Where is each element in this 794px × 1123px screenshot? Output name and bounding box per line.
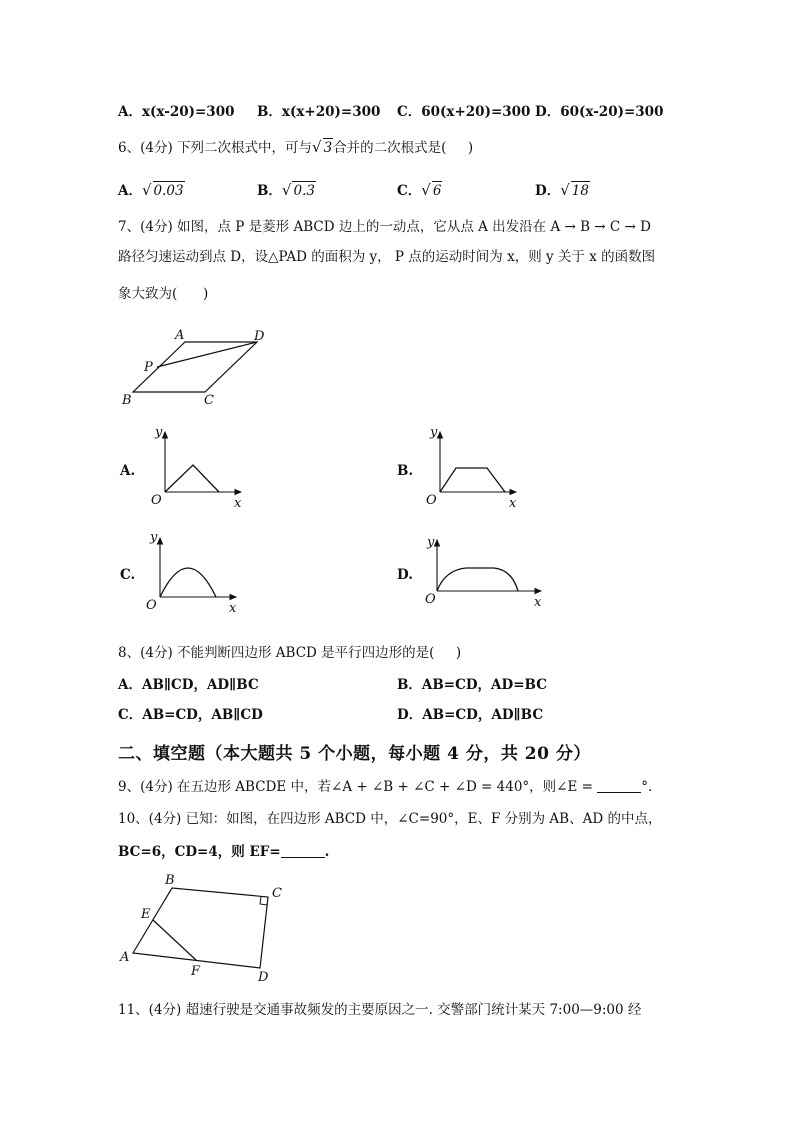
q7-stem-line1: 7、(4分) 如图，点 P 是菱形 ABCD 边上的一动点，它从点 A 出发沿在 A → B → C → D — [118, 219, 651, 235]
q5-option-c: C．60(x+20)=300 — [397, 104, 531, 120]
radical-sign-icon: √ — [421, 181, 431, 199]
quadrilateral-shape — [133, 888, 268, 968]
q8-option-b: B．AB=CD，AD=BC — [397, 677, 547, 693]
q7-option-b-label: B. — [397, 463, 414, 479]
label-c: C — [204, 393, 214, 408]
q6-option-label: B． — [257, 183, 282, 199]
q10-line2-suffix: . — [324, 844, 330, 860]
q11-stem-line1: 11、(4分) 超速行驶是交通事故频发的主要原因之一. 交警部门统计某天 7:00—9:00 经 — [118, 1002, 642, 1018]
x-axis-label: x — [229, 601, 237, 616]
right-angle-mark-icon — [260, 897, 267, 905]
q9-prefix: 9、(4分) 在五边形 ABCDE 中，若∠A + ∠B + ∠C + ∠D = 440°，则∠E = — [118, 779, 593, 795]
q8-option-d: D．AB=CD，AD∥BC — [397, 707, 544, 723]
q10-line2-prefix: BC=6，CD=4，则 EF= — [118, 844, 281, 860]
q8-stem: 8、(4分) 不能判断四边形 ABCD 是平行四边形的是( ) — [118, 645, 462, 661]
label-e: E — [141, 907, 151, 922]
radical-sign-icon: √ — [141, 181, 152, 199]
q9-suffix: °. — [641, 779, 653, 795]
x-axis-label: x — [534, 595, 542, 610]
q7-stem-line2: 路径匀速运动到点 D，设△PAD 的面积为 y， P 点的运动时间为 x，则 y 关于 x 的函数图 — [118, 249, 656, 265]
q6-option-label: A． — [118, 183, 142, 199]
q6-option-label: D． — [535, 183, 561, 199]
q6-option-radicand: 6 — [432, 183, 442, 199]
y-axis-label: y — [150, 530, 158, 545]
q8-option-c: C．AB=CD，AB∥CD — [118, 707, 263, 723]
q6-stem-radicand: 3 — [323, 140, 333, 156]
section-2-title: 二、填空题（本大题共 5 个小题，每小题 4 分，共 20 分） — [118, 744, 591, 764]
label-p: P — [144, 360, 153, 375]
segment-ef — [153, 920, 196, 960]
q7-option-a-label: A. — [120, 463, 136, 479]
x-axis-label: x — [234, 496, 242, 511]
q6-option-label: C． — [397, 183, 422, 199]
q5-option-b: B．x(x+20)=300 — [257, 104, 381, 120]
label-f: F — [191, 964, 201, 979]
label-c: C — [272, 886, 282, 901]
origin-label: O — [425, 592, 436, 607]
q5-option-d: D．60(x-20)=300 — [535, 104, 664, 120]
origin-label: O — [426, 493, 437, 508]
q7-option-d-label: D. — [397, 567, 413, 583]
radical-sign-icon: √ — [281, 181, 292, 199]
q8-option-a: A．AB∥CD，AD∥BC — [118, 677, 259, 693]
y-axis-label: y — [430, 425, 438, 440]
q10-stem-line1: 10、(4分) 已知：如图，在四边形 ABCD 中，∠C=90°，E、F 分别为 AB、AD 的中点， — [118, 811, 662, 827]
y-axis-label: y — [155, 425, 163, 440]
origin-label: O — [146, 598, 157, 613]
x-axis-label: x — [509, 496, 517, 511]
q6-stem-suffix: 合并的二次根式是( ) — [333, 140, 474, 156]
q7-stem-line3: 象大致为( ) — [118, 286, 209, 302]
y-axis-label: y — [427, 535, 435, 550]
q6-option-radicand: 0.03 — [153, 183, 184, 199]
q6-option-radicand: 18 — [571, 183, 589, 199]
label-d: D — [254, 329, 265, 344]
origin-label: O — [151, 493, 162, 508]
label-b: B — [165, 873, 175, 888]
label-b: B — [122, 393, 132, 408]
radical-sign-icon: √ — [312, 138, 322, 156]
q6-option-radicand: 0.3 — [293, 183, 315, 199]
label-a: A — [175, 328, 185, 343]
q6-stem-prefix: 6、(4分) 下列二次根式中，可与 — [118, 140, 313, 156]
label-d: D — [258, 970, 269, 985]
q7-option-c-label: C. — [120, 567, 136, 583]
radical-sign-icon: √ — [560, 181, 570, 199]
label-a: A — [120, 950, 130, 965]
q5-option-a: A．x(x-20)=300 — [118, 104, 235, 120]
